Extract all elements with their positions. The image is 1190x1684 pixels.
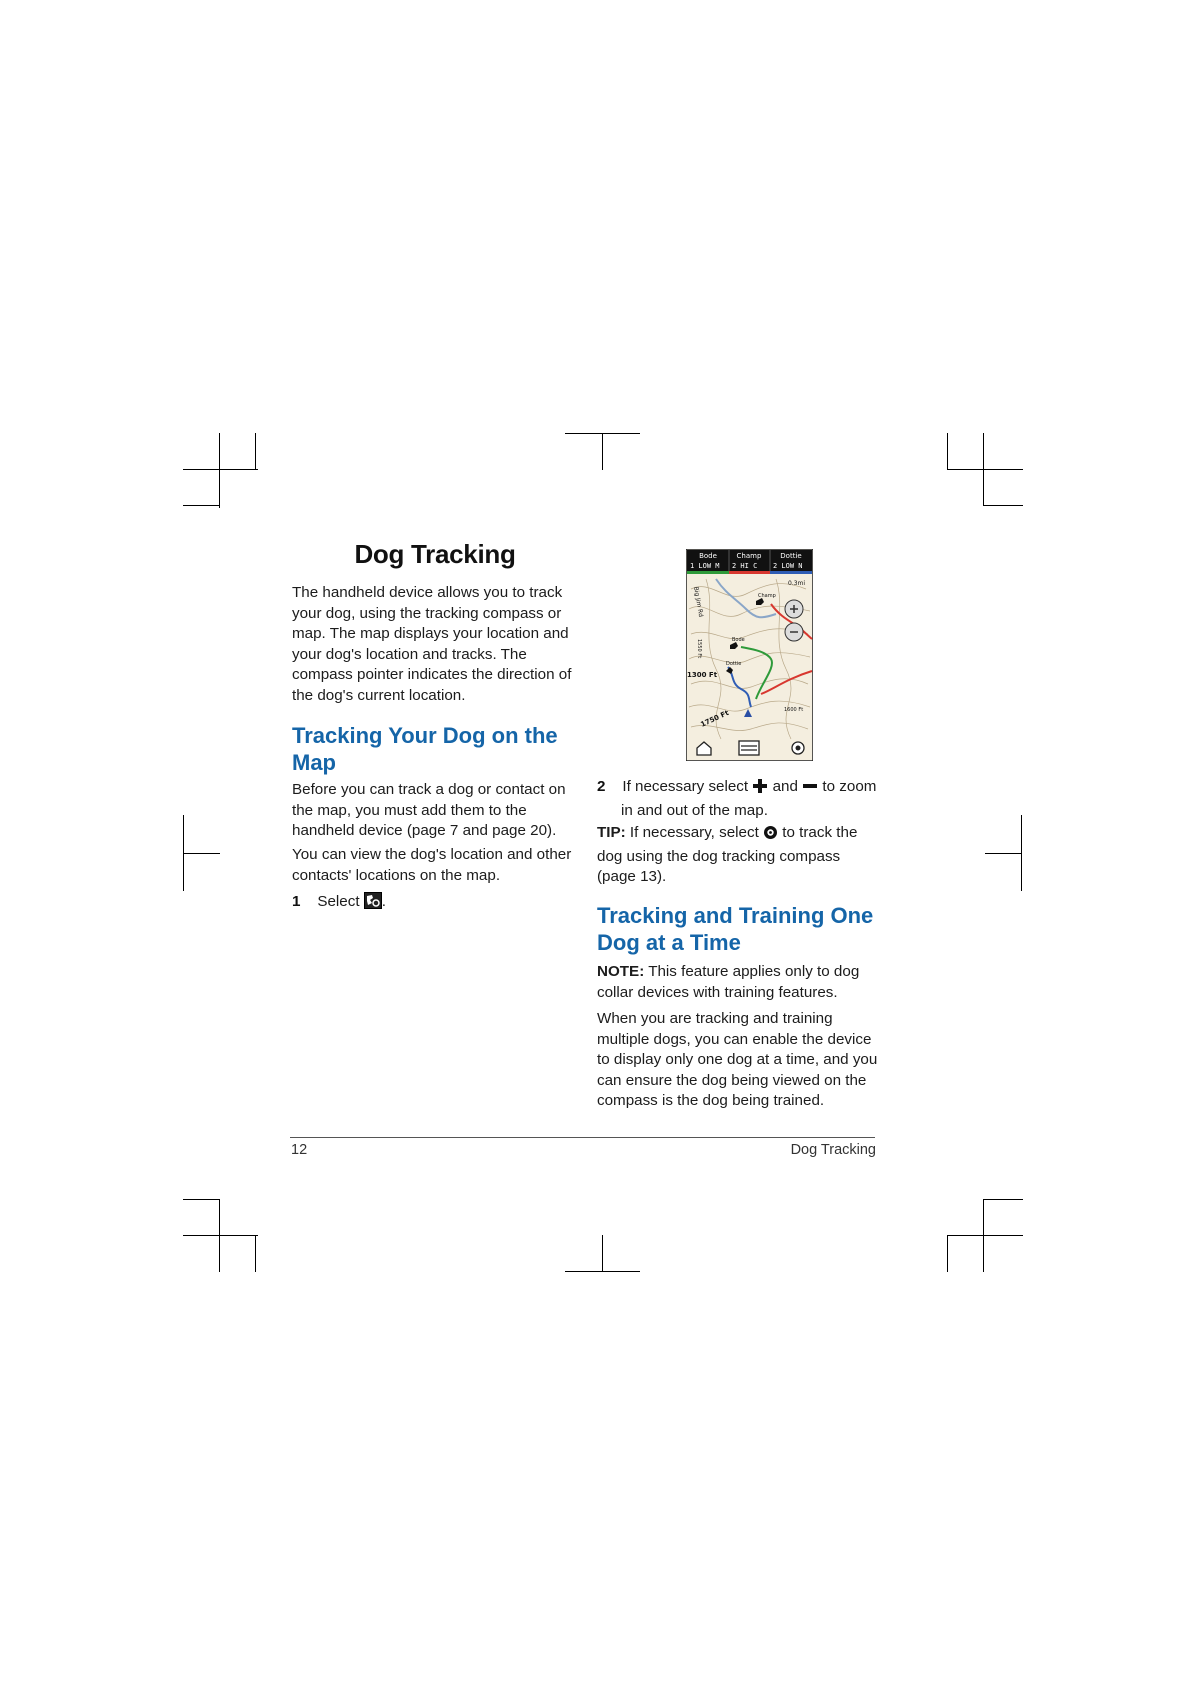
section1-paragraph2: You can view the dog's location and other contacts' locations on the map. xyxy=(292,846,572,884)
dog-status-bode: 1 LOW M xyxy=(690,562,720,570)
dog-name-champ: Champ xyxy=(736,552,762,560)
step-text: and xyxy=(772,778,798,795)
tip-text: If necessary, select xyxy=(629,824,759,841)
step-number: 1 xyxy=(292,893,301,910)
device-map-screenshot xyxy=(686,549,813,761)
elevation-label: 1550 Ft xyxy=(696,639,702,659)
compass-target-icon xyxy=(763,825,778,847)
step-text: If necessary select xyxy=(622,778,749,795)
step-2 xyxy=(597,777,882,821)
section-heading-tracking-map xyxy=(292,723,592,776)
section2-paragraph: When you are tracking and training multiple dogs, you can enable the device to display only one dog at a time, and you can ensure the dog being viewed on the compass is the dog being trained. xyxy=(597,1010,878,1109)
road-label: Big Jim Rd xyxy=(692,586,705,618)
map-app-icon xyxy=(364,892,382,916)
page-title: Dog Tracking xyxy=(354,539,516,569)
heading-line: Map xyxy=(292,749,336,775)
elevation-label: 1300 Ft xyxy=(687,671,718,679)
heading-line: Tracking Your Dog on the xyxy=(292,723,558,748)
note-label: NOTE: xyxy=(597,963,645,980)
scale-label: 0.3mi xyxy=(788,580,806,587)
step-text: to zoom xyxy=(822,778,877,795)
section1-paragraph1: Before you can track a dog or contact on the map, you must add them to the handheld device (page 7 and page 20). xyxy=(292,781,566,839)
step-number: 2 xyxy=(597,778,606,795)
section-heading-one-dog xyxy=(597,903,897,956)
tip-text: (page 13). xyxy=(597,868,667,885)
elevation-label: 1750 Ft xyxy=(699,708,731,729)
dog-status-champ: 2 HI C xyxy=(732,562,758,570)
footer-rule xyxy=(290,1137,875,1138)
tip-paragraph xyxy=(597,823,882,888)
map-dog-label: Bode xyxy=(732,637,745,643)
plus-icon xyxy=(752,778,768,801)
page-number: 12 xyxy=(291,1142,308,1158)
map-dog-label: Dottie xyxy=(726,661,742,667)
dog-name-bode: Bode xyxy=(699,552,717,560)
heading-line: Dog at a Time xyxy=(597,929,741,955)
dog-color-bar xyxy=(729,571,770,574)
compass-icon xyxy=(792,742,804,754)
note-paragraph xyxy=(597,962,877,1003)
tip-label: TIP: xyxy=(597,824,626,841)
step-text: in and out of the map. xyxy=(621,801,768,819)
minus-icon xyxy=(802,778,818,801)
intro-paragraph: The handheld device allows you to track your dog, using the tracking compass or map. The map displays your location and your dog's location and tracks. The compass pointer indicates the direction of the dog's current location. xyxy=(292,584,572,704)
dog-name-dottie: Dottie xyxy=(780,552,802,560)
step-1 xyxy=(292,892,577,916)
tip-text: dog using the dog tracking compass xyxy=(597,847,841,865)
menu-icon xyxy=(739,741,759,755)
footer-section-name: Dog Tracking xyxy=(790,1142,876,1158)
heading-line: Tracking and Training One xyxy=(597,903,874,928)
zoom-out-icon xyxy=(785,623,803,641)
note-text: This feature applies only to dog collar devices with training features. xyxy=(597,963,860,1001)
map-dog-label: Champ xyxy=(758,593,776,599)
dog-color-bar xyxy=(770,571,812,574)
dog-color-bar xyxy=(687,571,729,574)
zoom-in-icon xyxy=(785,600,803,618)
step-text: Select xyxy=(317,893,360,910)
dog-status-dottie: 2 LOW N xyxy=(773,562,803,570)
step-end: . xyxy=(381,893,387,910)
tip-text: to track the xyxy=(782,824,858,841)
elevation-label: 1600 Ft xyxy=(784,707,804,713)
